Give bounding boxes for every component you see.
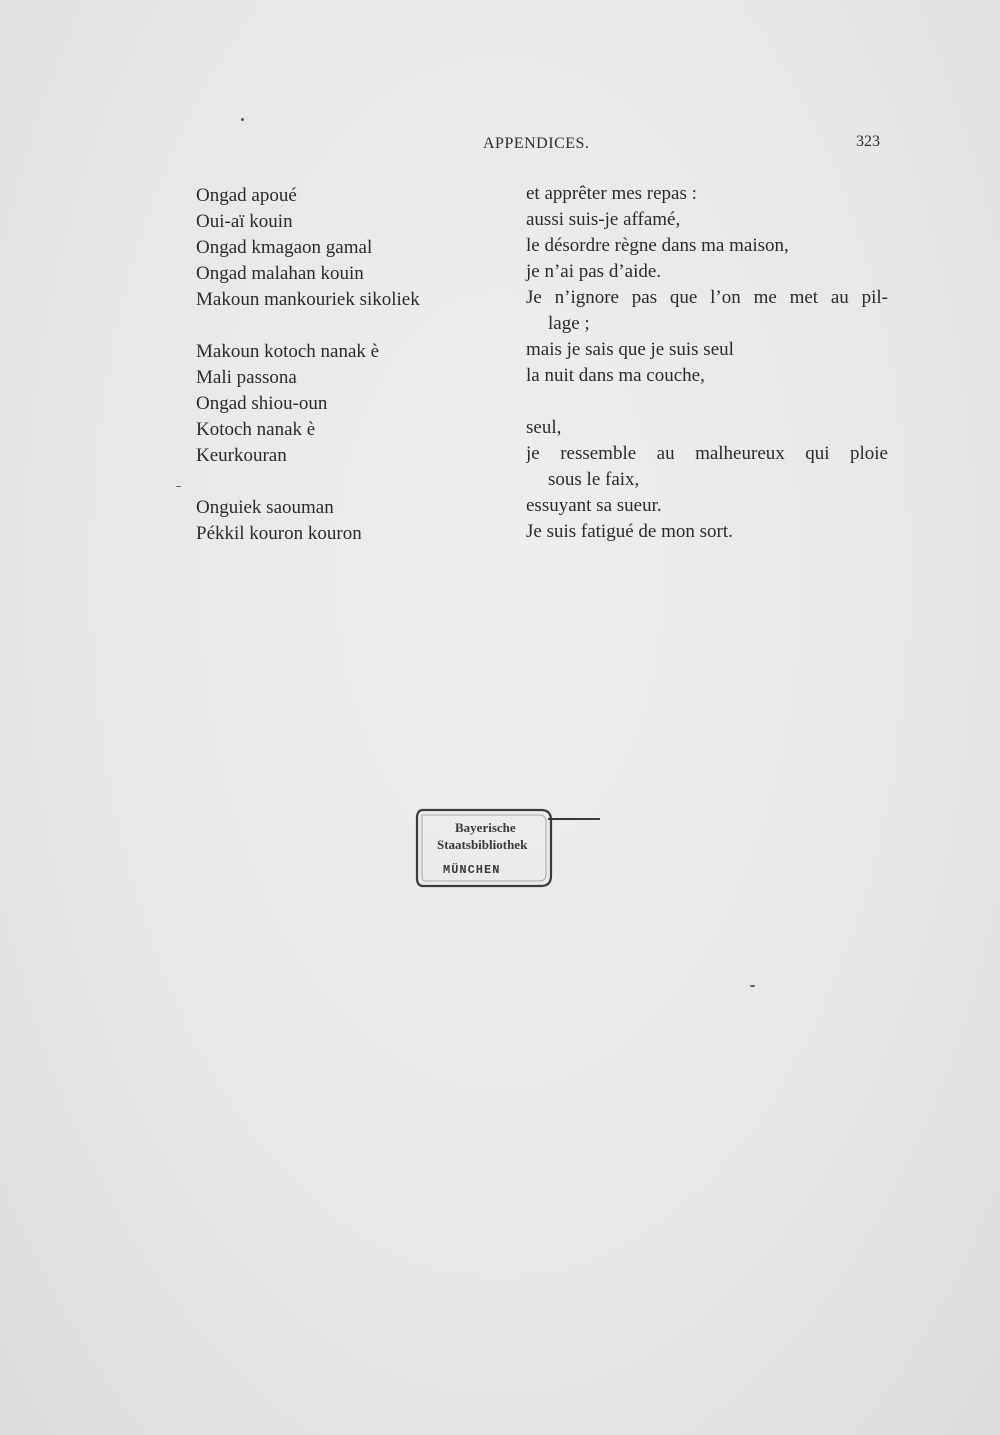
verse-line: Makoun mankouriek sikoliek xyxy=(196,289,420,310)
stamp-rule xyxy=(548,818,600,820)
verse-line: le désordre règne dans ma maison, xyxy=(526,235,789,256)
verse-line: et apprêter mes repas : xyxy=(526,183,697,204)
verse-line: Onguiek saouman xyxy=(196,497,334,518)
verse-line: Mali passona xyxy=(196,367,297,388)
stanza xyxy=(196,339,496,469)
verse-line: Makoun kotoch nanak è xyxy=(196,341,380,362)
stamp-line-3: MÜNCHEN xyxy=(443,863,501,877)
verse-line-continuation: lage ; xyxy=(548,313,590,334)
verse-line: Oui-aï kouin xyxy=(196,211,293,232)
verse-line: je ressemble au malheureux qui ploie xyxy=(526,443,888,464)
stanza xyxy=(196,495,496,547)
verse-line: Ongad shiou-oun xyxy=(196,393,328,414)
verse-line-continuation: sous le faix, xyxy=(548,469,640,490)
verse-line: Je n’ignore pas que l’on me met au pil- xyxy=(526,287,888,308)
stamp-line-2: Staatsbibliothek xyxy=(437,837,528,852)
verse-line: Keurkouran xyxy=(196,445,287,466)
verse-line: Ongad malahan kouin xyxy=(196,263,364,284)
verse-line: mais je sais que je suis seul xyxy=(526,339,734,360)
verse-line: la nuit dans ma couche, xyxy=(526,365,705,386)
verse-line: Kotoch nanak è xyxy=(196,419,316,440)
verse-line: je n’ai pas d’aide. xyxy=(526,261,662,282)
speck xyxy=(176,486,181,487)
translation-column xyxy=(526,181,888,545)
verse-line: seul, xyxy=(526,417,562,438)
page-number: 323 xyxy=(856,133,880,150)
original-language-column xyxy=(196,183,496,547)
speck xyxy=(241,118,244,121)
stanza xyxy=(526,181,888,389)
verse-line: Je suis fatigué de mon sort. xyxy=(526,521,733,542)
stanza xyxy=(526,415,888,545)
verse-line: essuyant sa sueur. xyxy=(526,495,662,516)
stanza xyxy=(196,183,496,313)
verse-line: Ongad apoué xyxy=(196,185,297,206)
verse-line: Ongad kmagaon gamal xyxy=(196,237,373,258)
speck xyxy=(750,985,755,987)
running-title: APPENDICES. xyxy=(483,135,590,152)
verse-line: Pékkil kouron kouron xyxy=(196,523,362,544)
library-stamp xyxy=(413,806,555,890)
verse-line: aussi suis-je affamé, xyxy=(526,209,681,230)
stamp-line-1: Bayerische xyxy=(455,820,516,835)
